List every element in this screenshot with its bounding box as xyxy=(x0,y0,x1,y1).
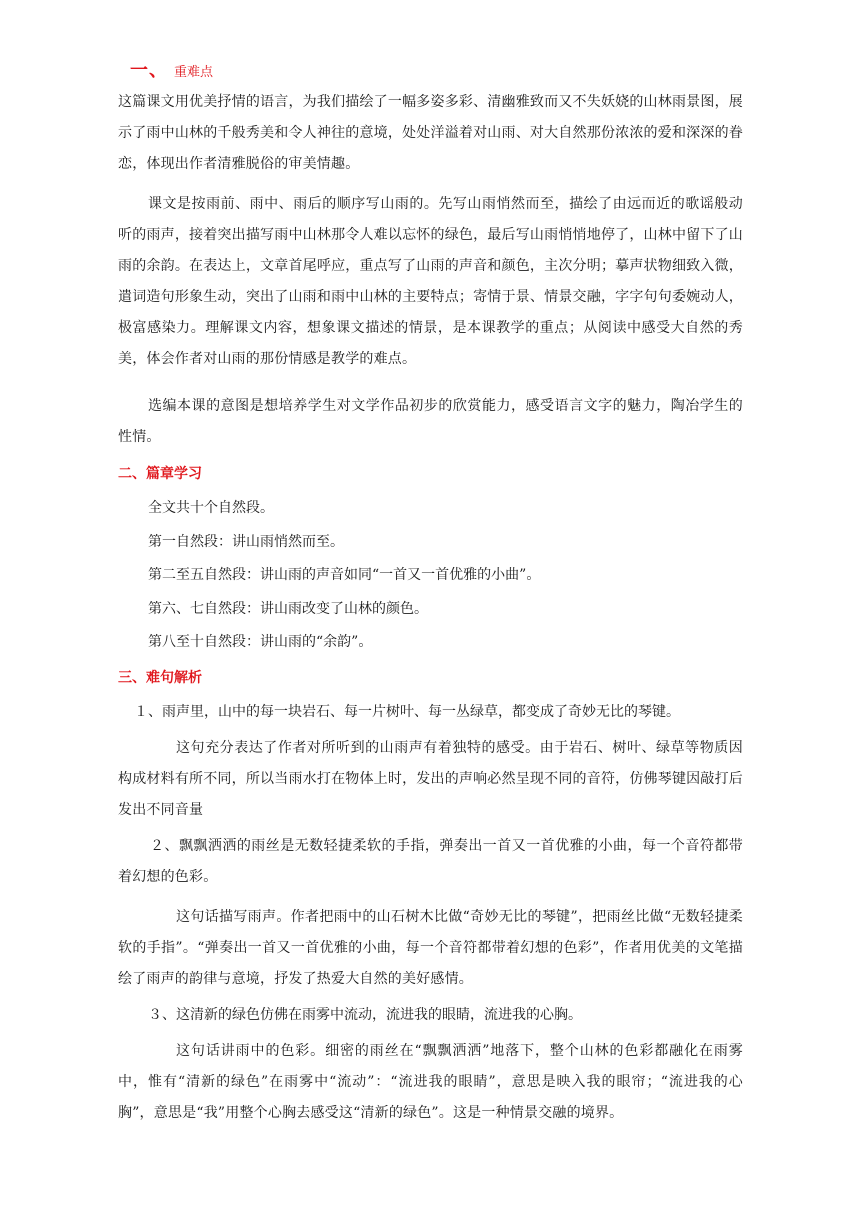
section-heading-key-points xyxy=(130,56,213,82)
chapter-line: 全文共十个自然段。 xyxy=(148,500,274,516)
section-title: 重难点 xyxy=(174,65,214,80)
difficult-sentence: ２、飘飘洒洒的雨丝是无数轻捷柔软的手指，弹奏出一首又一首优雅的小曲，每一个音符都带着幻想的色彩。 xyxy=(118,838,743,885)
section-heading-chapter-study: 二、篇章学习 xyxy=(118,466,202,482)
chapter-line: 第八至十自然段：讲山雨的“余韵”。 xyxy=(148,634,373,650)
paragraph-structure: 课文是按雨前、雨中、雨后的顺序写山雨的。先写山雨悄然而至，描绘了由远而近的歌谣般动听的雨声，接着突出描写雨中山林那令人难以忘怀的绿色，最后写山雨悄悄地停了，山林中留下了山雨的余韵。在表达上，文章首尾呼应，重点写了山雨的声音和颜色，主次分明；摹声状物细致入微，遣词造句形象生动，突出了山雨和雨中山林的主要特点；寄情于景、情景交融，字字句句委婉动人，极富感染力。理解课文内容，想象课文描述的情景，是本课教学的重点；从阅读中感受大自然的秀美，体会作者对山雨的那份情感是教学的难点。 xyxy=(118,196,743,367)
difficult-sentence: １、雨声里，山中的每一块岩石、每一片树叶、每一丛绿草，都变成了奇妙无比的琴键。 xyxy=(134,704,680,720)
chapter-line: 第二至五自然段：讲山雨的声音如同“一首又一首优雅的小曲”。 xyxy=(148,567,541,583)
sentence-analysis: 这句话描写雨声。作者把雨中的山石树木比做“奇妙无比的琴键”，把雨丝比做“无数轻捷柔软的手指”。“弹奏出一首又一首优雅的小曲，每一个音符都带着幻想的色彩”，作者用优美的文笔描绘了雨声的韵律与意境，抒发了热爱大自然的美好感情。 xyxy=(118,909,743,987)
paragraph-intro: 这篇课文用优美抒情的语言，为我们描绘了一幅多姿多彩、清幽雅致而又不失妖娆的山林雨景图，展示了雨中山林的千般秀美和令人神往的意境，处处洋溢着对山雨、对大自然那份浓浓的爱和深深的眷恋，体现出作者清雅脱俗的审美情趣。 xyxy=(118,94,743,172)
paragraph-intent: 选编本课的意图是想培养学生对文学作品初步的欣赏能力，感受语言文字的魅力，陶冶学生的性情。 xyxy=(118,398,743,445)
section-number: 一、 xyxy=(130,60,168,81)
sentence-analysis: 这句话讲雨中的色彩。细密的雨丝在“飘飘洒洒”地落下，整个山林的色彩都融化在雨雾中，惟有“清新的绿色”在雨雾中“流动”：“流进我的眼睛”，意思是映入我的眼帘；“流进我的心胸”，意思是“我”用整个心胸去感受这“清新的绿色”。这是一种情景交融的境界。 xyxy=(118,1043,743,1121)
difficult-sentence: ３、这清新的绿色仿佛在雨雾中流动，流进我的眼睛，流进我的心胸。 xyxy=(148,1007,582,1023)
sentence-analysis: 这句充分表达了作者对所听到的山雨声有着独特的感受。由于岩石、树叶、绿草等物质因构成材料有所不同，所以当雨水打在物体上时，发出的声响必然呈现不同的音符，仿佛琴键因敲打后发出不同音量 xyxy=(118,740,743,818)
chapter-line: 第一自然段：讲山雨悄然而至。 xyxy=(148,534,344,550)
section-heading-difficult-sentences: 三、难句解析 xyxy=(118,670,202,686)
chapter-line: 第六、七自然段：讲山雨改变了山林的颜色。 xyxy=(148,601,428,617)
